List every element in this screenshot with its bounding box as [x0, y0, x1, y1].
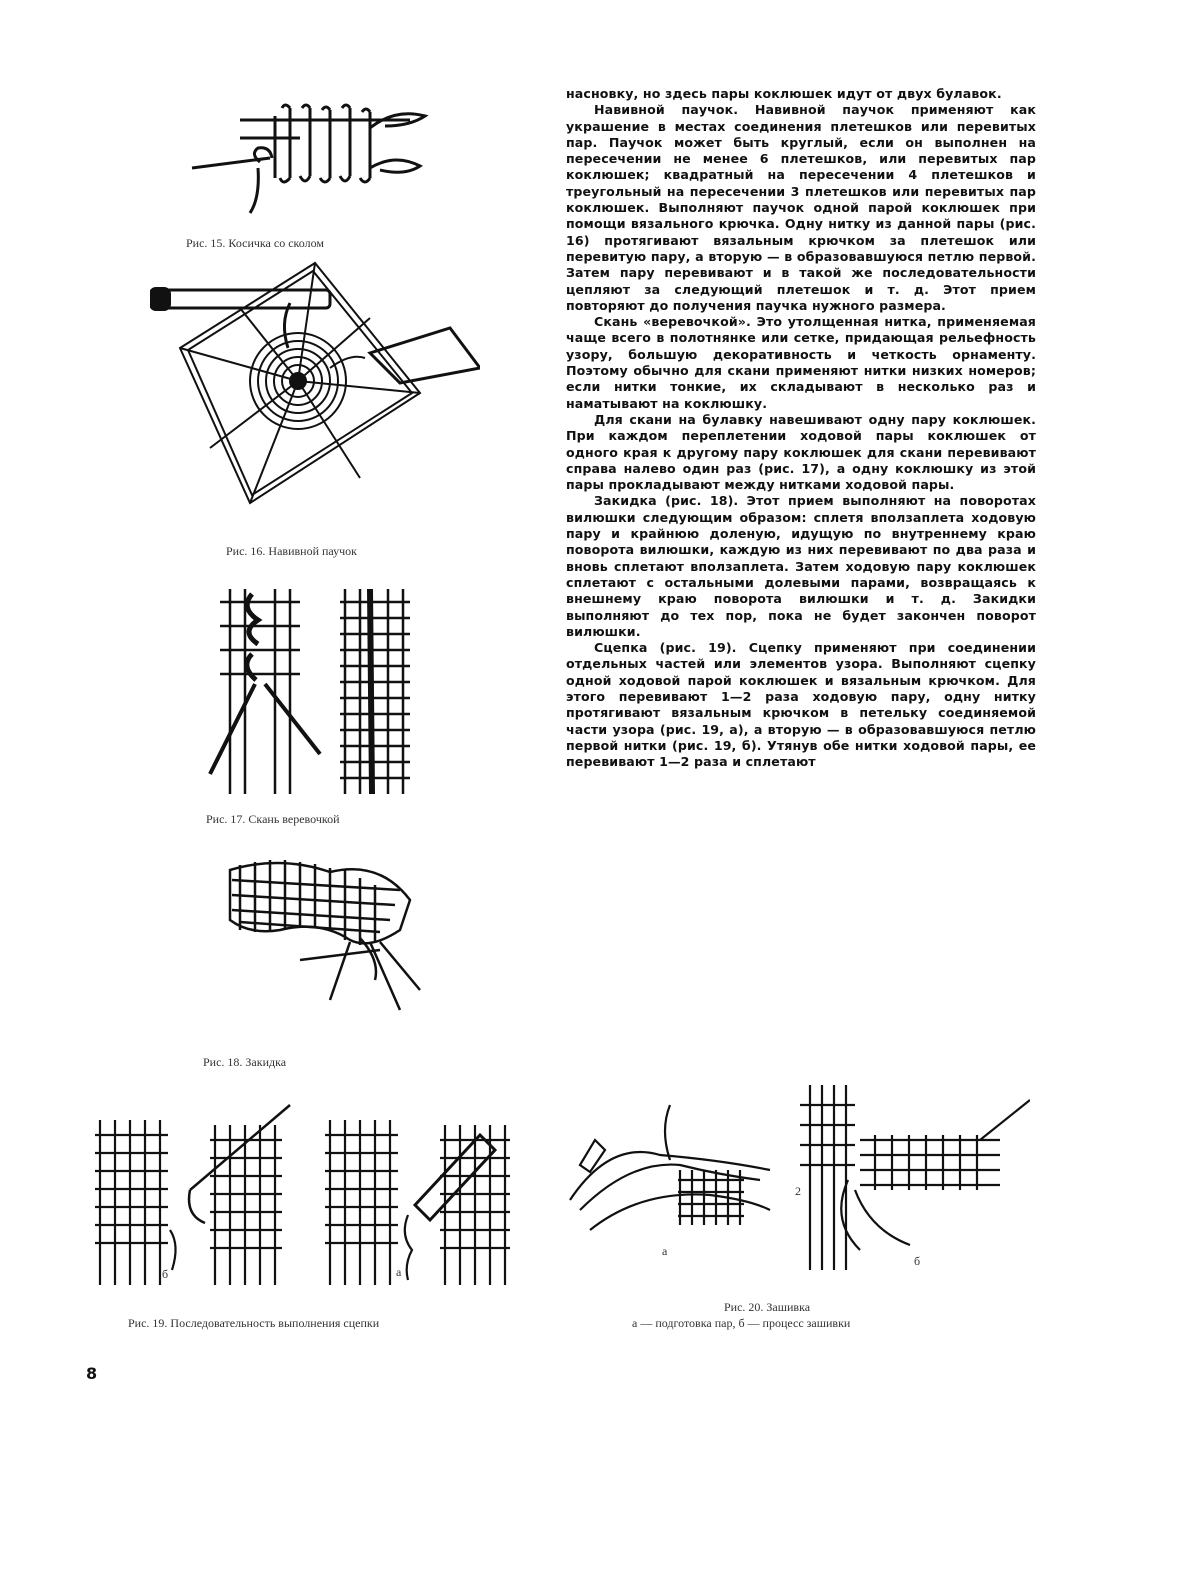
figure-20-label-a: а	[662, 1244, 668, 1258]
figure-17-illustration	[200, 584, 420, 804]
figure-19-caption: Рис. 19. Последовательность выполнения сцепки	[128, 1316, 380, 1330]
paragraph-spider	[566, 102, 1036, 314]
figure-16-caption: Рис. 16. Навивной паучок	[226, 544, 358, 558]
heading-spider: Навивной паучок.	[594, 102, 739, 118]
figure-20-label-b: б	[914, 1254, 921, 1268]
text-column	[566, 86, 1036, 770]
figure-18-illustration	[220, 850, 430, 1050]
paragraph-skan	[566, 314, 1036, 412]
paragraph-continuation: насновку, но здесь пары коклюшек идут от двух булавок.	[566, 86, 1002, 101]
figure-20-caption-title: Рис. 20. Зашивка	[724, 1300, 811, 1314]
figure-17-caption: Рис. 17. Скань веревочкой	[206, 812, 340, 826]
paragraph-zakidka-text: (рис. 18). Этот прием выполняют на поворотах вилюшки следующим образом: сплетя вползаплета ходовую пару и крайнюю доленую, идущую по внутреннему краю поворота вилюшки, каждую из них перевивают по два раза и вновь сплетают вползаплета. Затем ходовую пару коклюшек сплетают с остальными долевыми парами, возвращаясь к внешнему краю поворота вилюшки и т. д. Закидки выполняют до тех пор, пока не будет закончен поворот вилюшки.	[566, 493, 1036, 639]
heading-stsepka: Сцепка	[594, 640, 648, 656]
figure-19-label-b: б	[162, 1267, 169, 1281]
paragraph-skan-text: Это утолщенная нитка, применяемая чаще всего в полотнянке или сетке, придающая рельефность узору, большую декоративность и четкость орнаменту. Поэтому обычно для скани применяют нитки низких номеров; если нитки тонкие, их складывают в несколько раз и наматывают на коклюшку.	[566, 314, 1036, 411]
figure-20-caption-sub: а — подготовка пар, б — процесс зашивки	[632, 1316, 851, 1330]
figure-20-illustration	[560, 1080, 1030, 1280]
paragraph-zakidka	[566, 493, 1036, 640]
heading-zakidka: Закидка	[594, 493, 657, 509]
paragraph-skan-method: Для скани на булавку навешивают одну пару коклюшек. При каждом переплетении ходовой пары коклюшек от одного края к другому пару коклюшек для скани перевивают справа налево один раз (рис. 17), а одну коклюшку из этой пары прокладывают между нитками ходовой пары.	[566, 411, 1036, 493]
figure-19-label-a: а	[396, 1265, 402, 1279]
page-number: 8	[86, 1364, 98, 1383]
paragraph-stsepka	[566, 640, 1036, 770]
figure-15-illustration	[180, 98, 440, 228]
paragraph-stsepka-text: (рис. 19). Сцепку применяют при соединении отдельных частей или элементов узора. Выполняют сцепку одной ходовой парой коклюшек и вязальным крючком. Для этого перевивают 1—2 раза ходовую пару, одну нитку протягивают вязальным крючком в петельку соединяемой части узора (рис. 19, а), а вторую — в образовавшуюся петлю первой нитки (рис. 19, б). Утянув обе нитки ходовой пары, ее перевивают 1—2 раза и сплетают	[566, 640, 1036, 770]
figure-15-caption: Рис. 15. Косичка со сколом	[186, 236, 324, 250]
figure-18-caption: Рис. 18. Закидка	[203, 1055, 287, 1069]
heading-skan: Скань «веревочкой».	[594, 314, 751, 330]
figure-16-illustration	[150, 258, 480, 533]
figure-19-illustration	[90, 1095, 510, 1295]
figure-20-label-2: 2	[795, 1184, 801, 1198]
paragraph-spider-text: Навивной паучок применяют как украшение в местах соединения плетешков или перевитых пар. Паучок может быть круглый, если он выполнен на пересечении не менее 6 плетешков, или перевитых пар коклюшек; квадратный на пересечении 4 плетешков и треугольный на пересечении 3 плетешков или перевитых пар коклюшек. Выполняют паучок одной парой коклюшек при помощи вязального крючка. Одну нитку из данной пары (рис. 16) протягивают вязальным крючком за плетешок или перевитую пару, а вторую — в образовавшуюся петлю первой. Затем пару перевивают и в такой же последовательности цепляют за следующий плетешок и т. д. Этот прием повторяют до получения паучка нужного размера.	[566, 102, 1036, 313]
